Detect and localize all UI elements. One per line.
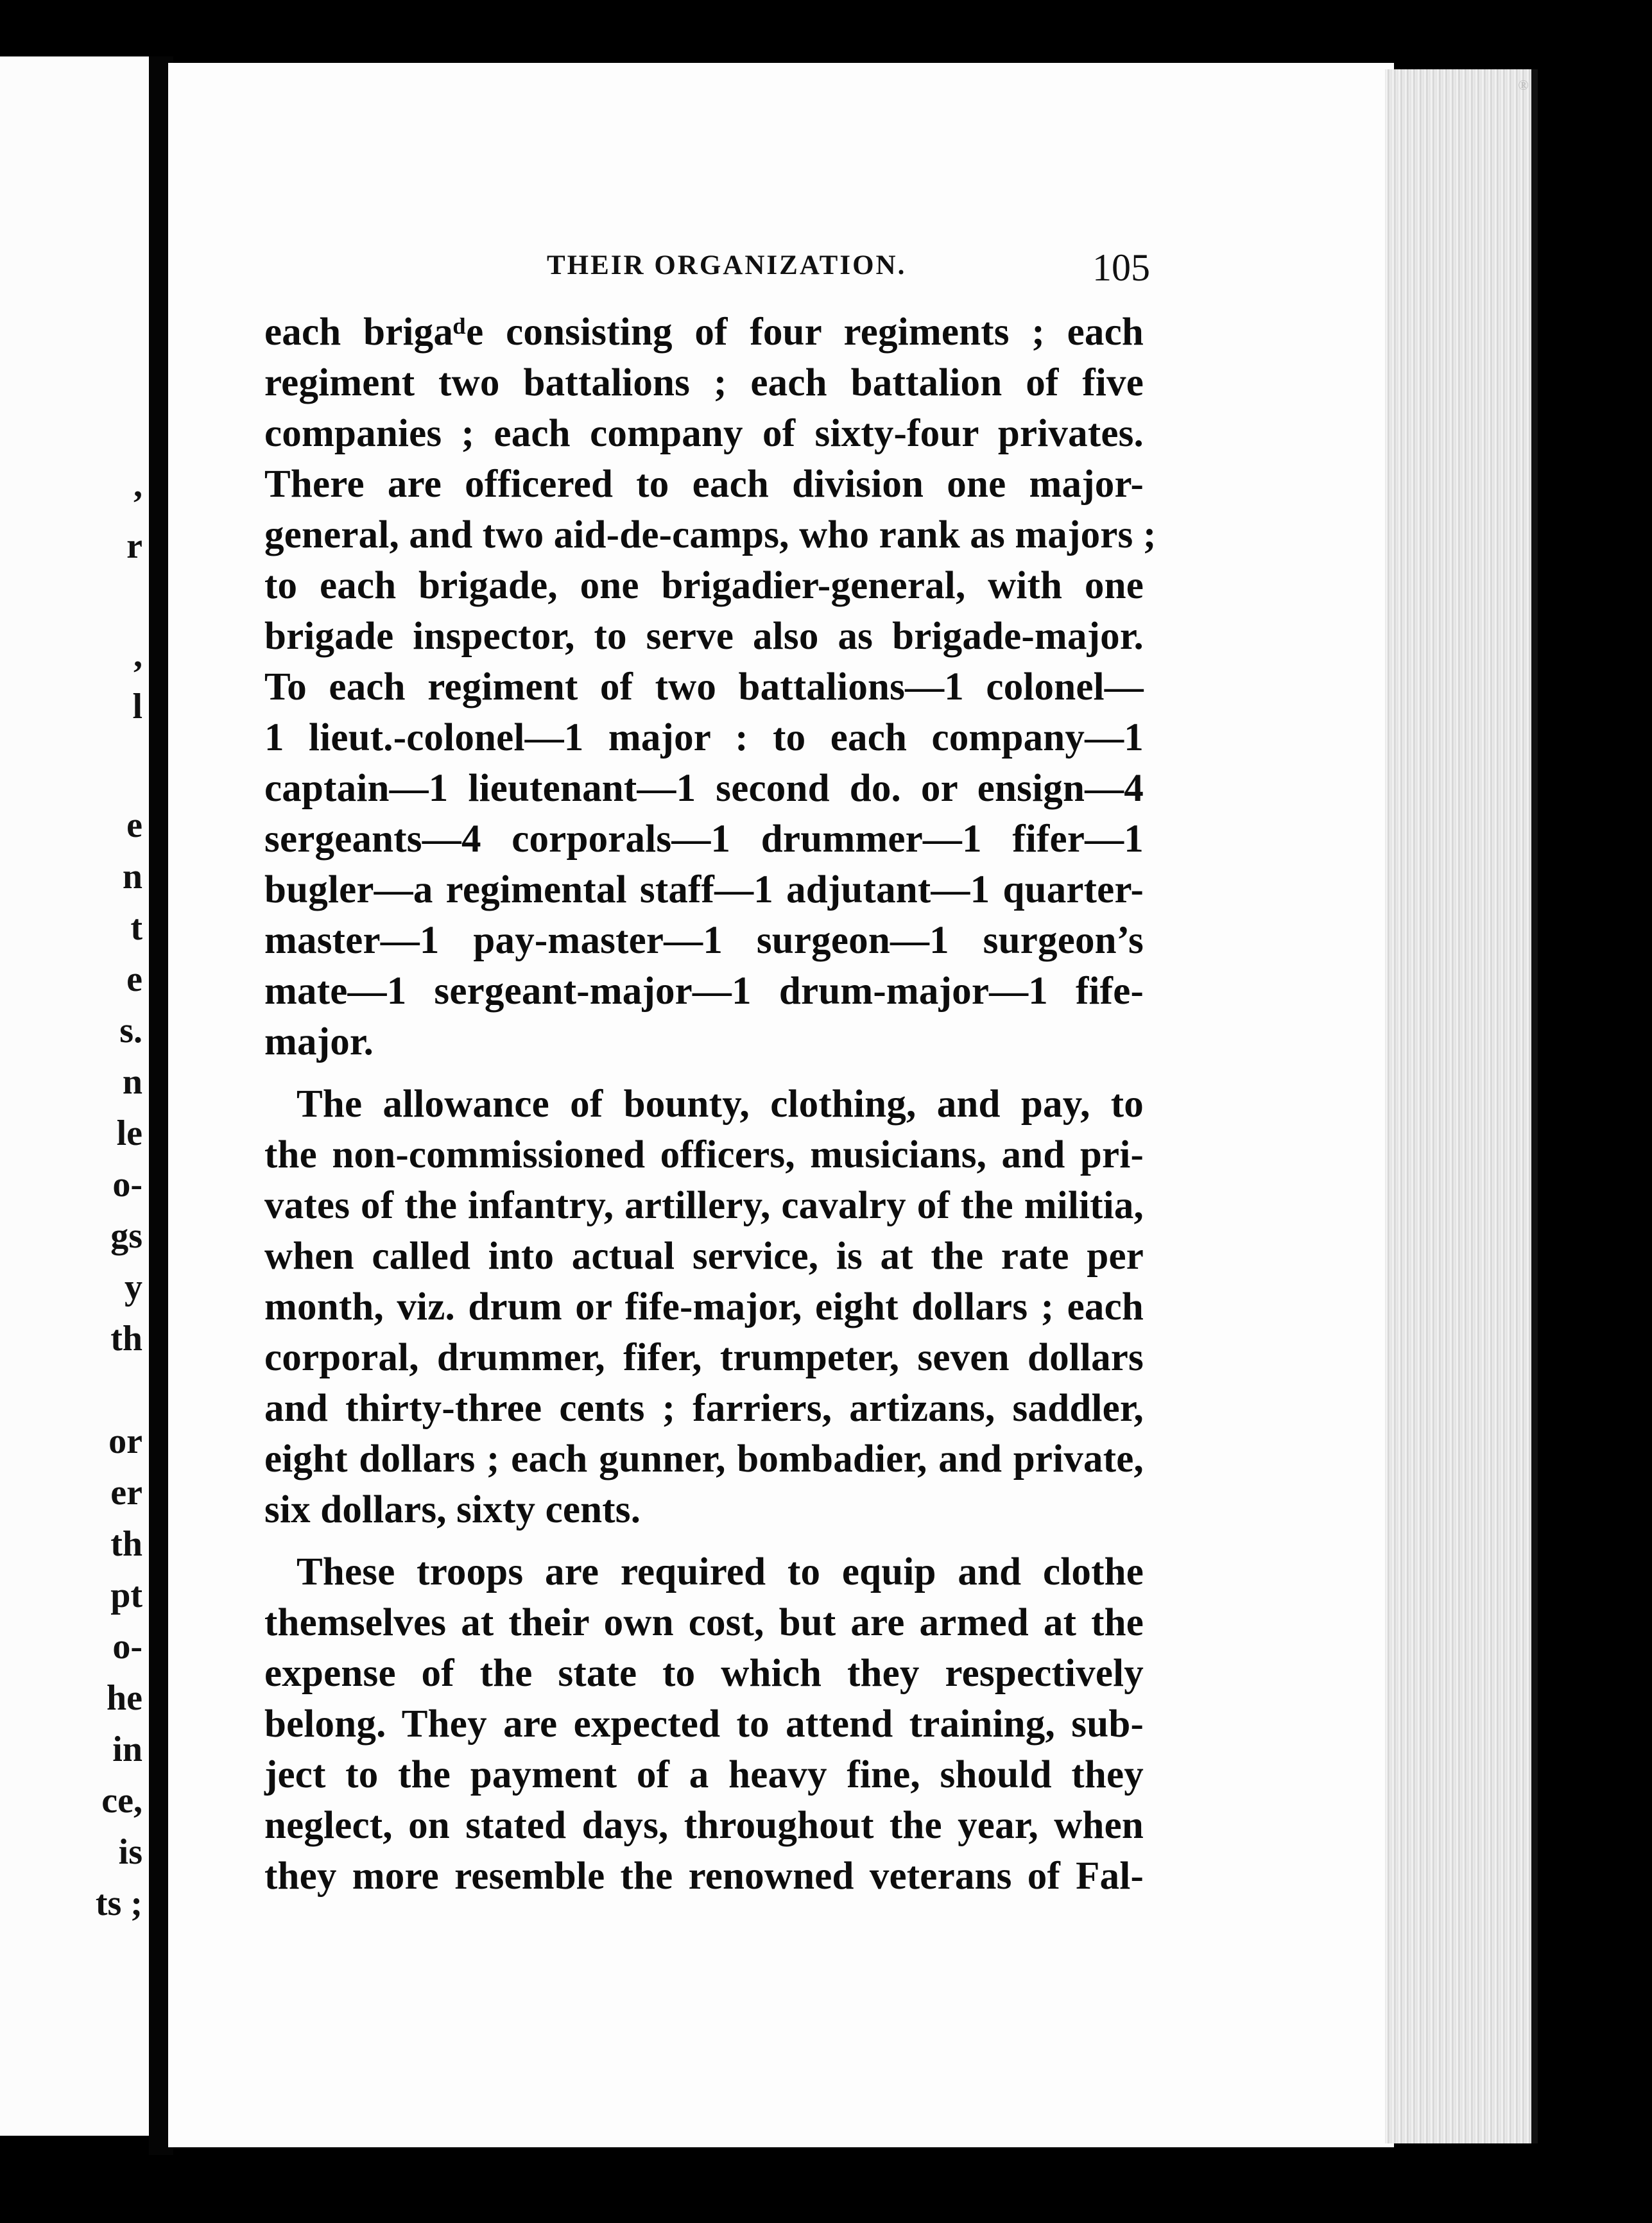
paragraph bbox=[264, 307, 1157, 1067]
text-line: general, and two aid-de-camps, who rank as majors ; bbox=[264, 513, 1157, 556]
text-line: These troops are required to equip and clothe bbox=[297, 1550, 1144, 1593]
left-page-fragment: e bbox=[126, 959, 142, 999]
text-line: expense of the state to which they respectively bbox=[264, 1652, 1144, 1695]
left-page-fragment: l bbox=[132, 687, 142, 726]
left-page-fragment: , bbox=[133, 465, 142, 505]
left-page-fragment: , bbox=[133, 635, 142, 675]
left-page-fragment: le bbox=[116, 1113, 142, 1153]
running-head: THEIR ORGANIZATION. bbox=[547, 250, 907, 280]
text-line: To each regiment of two battalions—1 colonel— bbox=[264, 665, 1144, 708]
left-page-fragment: e bbox=[126, 805, 142, 845]
text-line: to each brigade, one brigadier-general, with one bbox=[264, 564, 1144, 607]
text-line: vates of the infantry, artillery, cavalry of the militia, bbox=[264, 1184, 1144, 1227]
body-text bbox=[264, 307, 1157, 1913]
left-page-fragment: r bbox=[126, 526, 142, 566]
text-line: companies ; each company of sixty-four privates. bbox=[264, 412, 1144, 455]
left-page-fragment: is bbox=[118, 1832, 142, 1872]
text-line: month, viz. drum or fife-major, eight dollars ; each bbox=[264, 1285, 1144, 1328]
text-line: brigade inspector, to serve also as brigade-major. bbox=[264, 615, 1144, 658]
text-line: themselves at their own cost, but are armed at the bbox=[264, 1601, 1144, 1644]
left-page-fragment: s. bbox=[119, 1011, 142, 1051]
left-page-fragment: t bbox=[130, 908, 142, 948]
text-line: bugler—a regimental staff—1 adjutant—1 quarter- bbox=[264, 868, 1144, 911]
left-page-fragment: n bbox=[122, 857, 142, 897]
text-line: master—1 pay-master—1 surgeon—1 surgeon’s bbox=[264, 919, 1144, 962]
text-line: major. bbox=[264, 1020, 374, 1063]
left-page-fragment: th bbox=[110, 1319, 142, 1359]
left-page-fragment: in bbox=[112, 1729, 142, 1769]
left-page-fragment: he bbox=[107, 1678, 142, 1718]
text-line: corporal, drummer, fifer, trumpeter, seven dollars bbox=[264, 1336, 1144, 1379]
text-line: each brigaᵈe consisting of four regiments ; each bbox=[264, 311, 1144, 354]
text-line: captain—1 lieutenant—1 second do. or ensign—4 bbox=[264, 767, 1144, 810]
text-line: 1 lieut.-colonel—1 major : to each company—1 bbox=[264, 716, 1144, 759]
text-line: eight dollars ; each gunner, bombadier, and private, bbox=[264, 1438, 1144, 1481]
left-page-fragment: o- bbox=[112, 1165, 142, 1205]
text-line: regiment two battalions ; each battalion of five bbox=[264, 361, 1144, 404]
paragraph bbox=[264, 1547, 1144, 1901]
left-page-fragment: ce, bbox=[101, 1781, 142, 1821]
left-page-fragment: ts ; bbox=[95, 1884, 142, 1923]
page-edges bbox=[1385, 69, 1538, 2143]
corner-mark: ® bbox=[1518, 77, 1529, 93]
text-line: the non-commissioned officers, musicians, and pri- bbox=[264, 1133, 1144, 1176]
text-line: The allowance of bounty, clothing, and pay, to bbox=[297, 1083, 1144, 1126]
text-line: ject to the payment of a heavy fine, should they bbox=[264, 1753, 1144, 1796]
text-line: they more resemble the renowned veterans of Fal- bbox=[264, 1855, 1144, 1898]
left-page-fragment: pt bbox=[110, 1575, 142, 1615]
text-line: and thirty-three cents ; farriers, artizans, saddler, bbox=[264, 1387, 1144, 1430]
left-facing-page bbox=[0, 56, 153, 2136]
text-line: mate—1 sergeant-major—1 drum-major—1 fife- bbox=[264, 970, 1144, 1013]
text-line: six dollars, sixty cents. bbox=[264, 1488, 641, 1531]
text-line: when called into actual service, is at the rate per bbox=[264, 1235, 1144, 1278]
paragraph bbox=[264, 1079, 1144, 1535]
page-header bbox=[168, 246, 1394, 297]
text-line: sergeants—4 corporals—1 drummer—1 fifer—1 bbox=[264, 818, 1144, 861]
left-page-fragment: er bbox=[110, 1473, 142, 1513]
text-line: belong. They are expected to attend training, sub- bbox=[264, 1703, 1144, 1746]
text-line: There are officered to each division one major- bbox=[264, 463, 1144, 506]
text-line: neglect, on stated days, throughout the year, when bbox=[264, 1804, 1144, 1847]
left-page-fragment: o- bbox=[112, 1627, 142, 1667]
book-page bbox=[168, 63, 1394, 2147]
left-page-fragment: y bbox=[125, 1267, 142, 1307]
left-page-fragment: gs bbox=[110, 1216, 142, 1256]
left-page-fragment: or bbox=[108, 1421, 142, 1461]
left-page-fragment: th bbox=[110, 1524, 142, 1564]
left-page-fragment: n bbox=[122, 1062, 142, 1102]
page-number: 105 bbox=[1092, 246, 1150, 289]
